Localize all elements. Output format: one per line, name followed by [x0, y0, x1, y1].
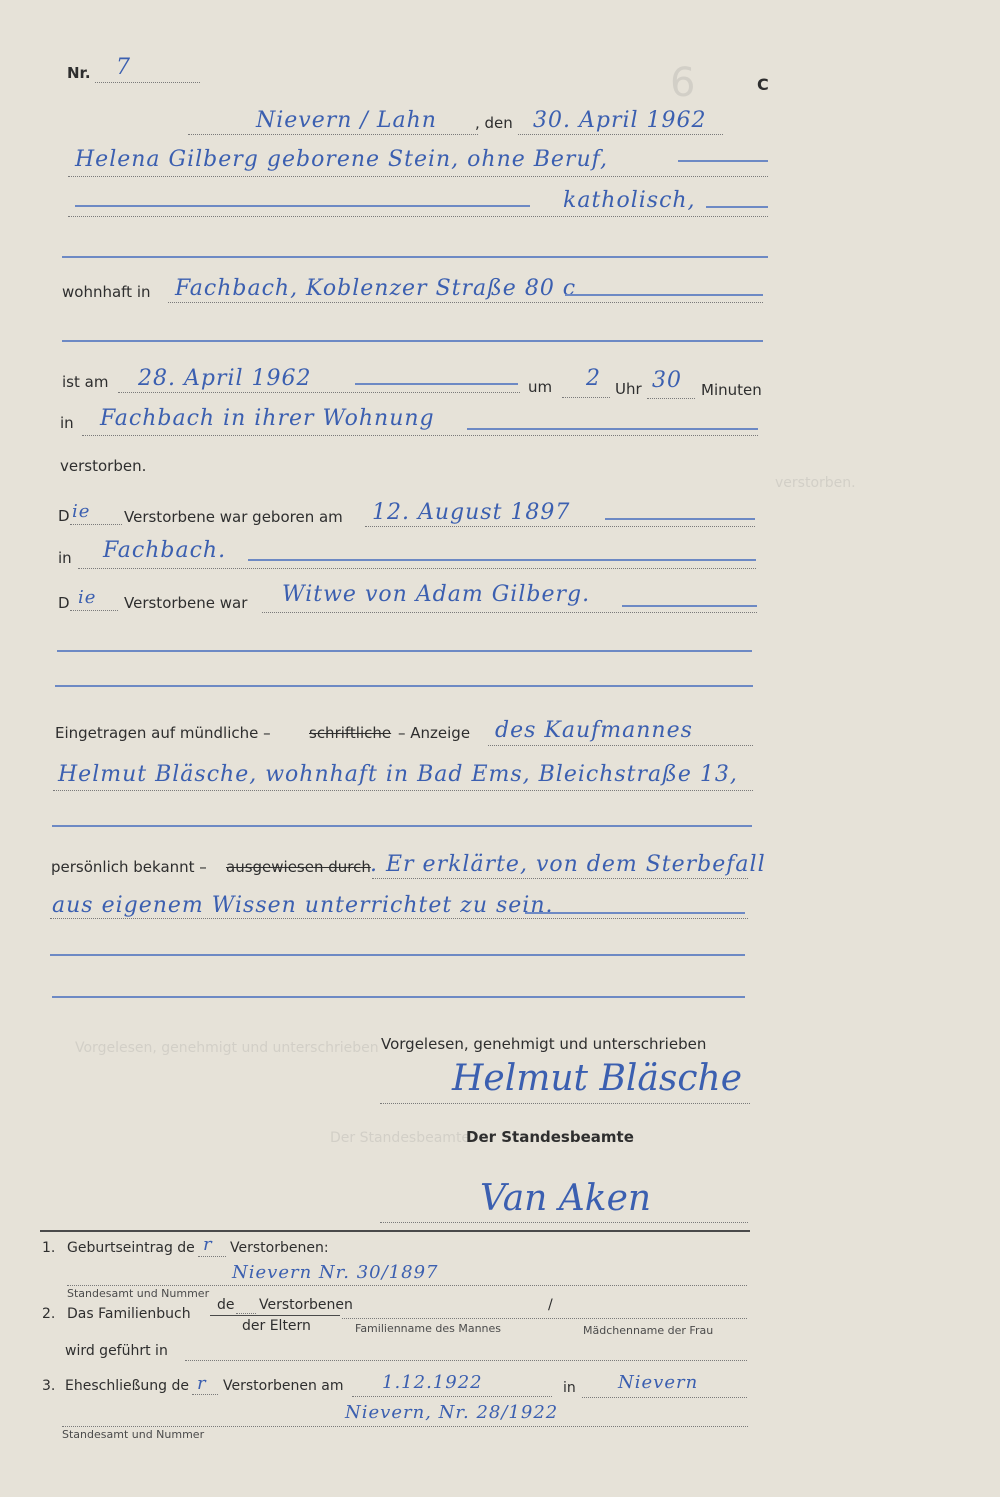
- marriage-record: Nievern, Nr. 28/1922: [345, 1402, 559, 1423]
- birth-place: Fachbach.: [103, 538, 227, 563]
- fill-stroke: [52, 825, 752, 827]
- marriage-record-line: [62, 1426, 748, 1427]
- nr-value: 7: [116, 55, 131, 80]
- birth-date: 12. August 1897: [372, 500, 571, 525]
- marriage-place-line: [582, 1397, 747, 1398]
- standesamt-caption-2: Standesamt und Nummer: [62, 1428, 205, 1441]
- familienname-caption: Familienname des Mannes: [355, 1322, 502, 1335]
- fraction-bar: [210, 1315, 340, 1316]
- register-letter: C: [757, 75, 769, 94]
- ausgewiesen-struck: ausgewiesen durch: [226, 858, 371, 876]
- birth-d-prefix: D: [58, 507, 70, 525]
- fill-stroke: [706, 206, 768, 208]
- fill-stroke: [52, 996, 745, 998]
- official-signature-line: [380, 1222, 748, 1223]
- informant-line-1: [488, 745, 753, 746]
- family-book-line: [342, 1318, 747, 1319]
- fill-stroke: [248, 559, 756, 561]
- standesbeamte-label: Der Standesbeamte: [466, 1128, 634, 1146]
- official-signature: Van Aken: [480, 1178, 652, 1219]
- fill-stroke: [50, 954, 745, 956]
- status-line: [262, 612, 757, 613]
- verstorbenen-option: Verstorbenen: [259, 1297, 353, 1313]
- informant-2: Helmut Bläsche, wohnhaft in Bad Ems, Bleichstraße 13,: [58, 762, 738, 787]
- date-line: [518, 134, 723, 135]
- ist-am-label: ist am: [62, 373, 109, 391]
- marriage-place: Nievern: [618, 1372, 699, 1393]
- verstorben-label: verstorben.: [60, 457, 147, 475]
- statement-line-2: [50, 918, 748, 919]
- item3-r: r: [197, 1373, 207, 1394]
- religion-line: [68, 216, 768, 217]
- item1-num: 1.: [42, 1240, 56, 1256]
- death-date-line: [118, 392, 520, 393]
- person-line: [68, 176, 768, 177]
- bleed-through-mark: Vorgelesen, genehmigt und unterschrieben: [75, 1040, 379, 1056]
- article-line: [70, 524, 122, 525]
- fill-stroke: [55, 685, 753, 687]
- schriftliche-struck: schriftliche: [309, 724, 392, 742]
- slash-separator: /: [548, 1297, 553, 1313]
- gefuehrt-label: wird geführt in: [65, 1343, 168, 1359]
- death-hour: 2: [586, 366, 601, 391]
- fill-stroke: [565, 294, 763, 296]
- religion: katholisch,: [563, 188, 696, 213]
- bleed-through-mark: 6: [670, 60, 696, 106]
- eltern-option: der Eltern: [242, 1318, 311, 1334]
- birth-text: Verstorbene war geboren am: [124, 508, 343, 526]
- informant-signature-line: [380, 1103, 750, 1104]
- fill-stroke: [57, 650, 752, 652]
- residence-line: [168, 302, 763, 303]
- footer-rule: [40, 1230, 750, 1232]
- fill-stroke: [62, 256, 768, 258]
- fill-stroke: [467, 428, 758, 430]
- item3-label: Eheschließung de: [65, 1378, 189, 1394]
- nr-label: Nr.: [67, 64, 91, 82]
- marriage-date-line: [352, 1396, 552, 1397]
- bleed-through-mark: Der Standesbeamte: [330, 1130, 471, 1146]
- de-label: de: [217, 1297, 235, 1313]
- um-label: um: [528, 378, 553, 396]
- article-line: [236, 1313, 256, 1314]
- record-place: Nievern / Lahn: [256, 108, 437, 133]
- fill-stroke: [678, 160, 768, 162]
- maedchenname-caption: Mädchenname der Frau: [583, 1324, 714, 1337]
- informant-line-2: [53, 790, 753, 791]
- fill-stroke: [75, 205, 530, 207]
- marriage-date: 1.12.1922: [382, 1372, 483, 1393]
- birth-d-suffix: ie: [72, 501, 91, 522]
- status-text: Verstorbene war: [124, 594, 248, 612]
- residence-value: Fachbach, Koblenzer Straße 80 c: [175, 276, 577, 301]
- article-line: [70, 610, 118, 611]
- item3-num: 3.: [42, 1378, 56, 1394]
- item2-label: Das Familienbuch: [67, 1306, 191, 1322]
- article-line: [198, 1256, 226, 1257]
- item1-r: r: [203, 1234, 213, 1255]
- minutes-line: [647, 398, 695, 399]
- statement-line-1: [372, 878, 748, 879]
- record-date: 30. April 1962: [533, 108, 707, 133]
- deceased-name: Helena Gilberg geborene Stein, ohne Beruf,: [75, 147, 608, 172]
- birth-record: Nievern Nr. 30/1897: [232, 1262, 439, 1283]
- standesamt-caption: Standesamt und Nummer: [67, 1287, 210, 1300]
- death-in-label: in: [60, 414, 74, 432]
- article-line: [192, 1394, 218, 1395]
- vorgelesen-label: Vorgelesen, genehmigt und unterschrieben: [381, 1035, 707, 1053]
- item1-end: Verstorbenen:: [230, 1240, 329, 1256]
- informant-signature: Helmut Bläsche: [452, 1058, 743, 1099]
- death-place: Fachbach in ihrer Wohnung: [100, 406, 435, 431]
- death-minutes: 30: [652, 368, 682, 393]
- status-d-suffix: ie: [78, 587, 97, 608]
- item1-label: Geburtseintrag de: [67, 1240, 195, 1256]
- den-label: , den: [475, 114, 513, 132]
- birth-date-line: [365, 526, 755, 527]
- minuten-label: Minuten: [701, 381, 762, 399]
- gefuehrt-line: [185, 1360, 747, 1361]
- item3-mid: Verstorbenen am: [223, 1378, 344, 1394]
- bekannt-label: persönlich bekannt –: [51, 858, 207, 876]
- fill-stroke: [525, 912, 745, 914]
- bleed-through-mark: verstorben.: [775, 475, 856, 491]
- anzeige-label: – Anzeige: [398, 724, 471, 742]
- uhr-label: Uhr: [615, 380, 642, 398]
- informant-1: des Kaufmannes: [495, 718, 693, 743]
- birth-place-line: [78, 568, 756, 569]
- birth-in-label: in: [58, 549, 72, 567]
- hour-line: [562, 397, 610, 398]
- fill-stroke: [355, 383, 518, 385]
- statement-2: aus eigenem Wissen unterrichtet zu sein.: [52, 893, 554, 918]
- fill-stroke: [622, 605, 757, 607]
- birth-record-line: [67, 1285, 747, 1286]
- eingetragen-label: Eingetragen auf mündliche –: [55, 724, 271, 742]
- death-date: 28. April 1962: [138, 366, 312, 391]
- status-d-prefix: D: [58, 594, 70, 612]
- fill-stroke: [605, 518, 755, 520]
- wohnhaft-label: wohnhaft in: [62, 283, 151, 301]
- fill-stroke: [62, 340, 763, 342]
- place-line: [188, 134, 478, 135]
- statement-1: . Er erklärte, von dem Sterbefall: [370, 852, 766, 877]
- death-place-line: [82, 435, 758, 436]
- marriage-in-label: in: [563, 1380, 576, 1396]
- marital-status: Witwe von Adam Gilberg.: [282, 582, 591, 607]
- item2-num: 2.: [42, 1306, 56, 1322]
- nr-line: [95, 82, 200, 83]
